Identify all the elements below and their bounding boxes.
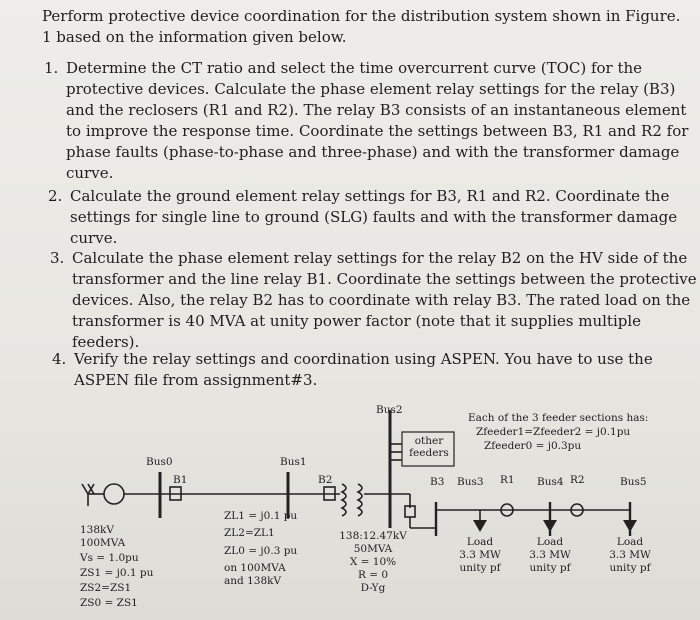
bus3-label: Bus3 <box>457 476 484 488</box>
source-rating-line3: Vs = 1.0pu <box>80 552 139 564</box>
question-3 <box>50 248 697 353</box>
load2-line2: 3.3 MW <box>529 549 571 561</box>
bus2-label: Bus2 <box>376 404 403 416</box>
source-rating-line2: 100MVA <box>80 537 126 549</box>
load1-line1: Load <box>466 536 494 548</box>
transformer-rating-line5: D-Yg <box>360 582 386 594</box>
question-number: 1. <box>44 59 59 77</box>
bus0-label: Bus0 <box>146 456 173 468</box>
feeder-note-line3: Zfeeder0 = j0.3pu <box>484 440 582 452</box>
load-arrow-icon <box>473 520 487 532</box>
load2-line3: unity pf <box>529 562 571 574</box>
load1-line2: 3.3 MW <box>459 549 501 561</box>
intro-text: Perform protective device coordination for the distribution system shown in Figure. 1 based on the information given below. <box>42 7 681 46</box>
generator-icon <box>82 484 104 506</box>
breaker-b1-label: B1 <box>173 474 188 486</box>
question-text: Calculate the phase element relay settings for the relay B2 on the HV side of the transformer and the line relay B1. Coordinate the settings between the protective devices. Also, the relay B2 has to coordinate with relay B3. The rated load on the transformer is 40 MVA at unity power factor (note that it supplies multiple feeders). <box>72 249 697 351</box>
load3-line3: unity pf <box>609 562 651 574</box>
bus1-label: Bus1 <box>280 456 307 468</box>
question-number: 2. <box>48 187 63 205</box>
line-impedance-line1: ZL1 = j0.1 pu <box>224 510 298 522</box>
question-1 <box>44 58 691 184</box>
other-feeders-line1: other <box>414 435 444 447</box>
source-rating-line4: ZS1 = j0.1 pu <box>80 567 154 579</box>
transformer-rating-line4: R = 0 <box>357 569 389 581</box>
bus4-label: Bus4 <box>537 476 564 488</box>
load1-line3: unity pf <box>459 562 501 574</box>
question-text: Verify the relay settings and coordination using ASPEN. You have to use the ASPEN file from assignment#3. <box>74 350 653 389</box>
question-4 <box>52 349 699 391</box>
feeder-note-line2: Zfeeder1=Zfeeder2 = j0.1pu <box>476 426 631 438</box>
question-number: 4. <box>52 350 67 368</box>
line-impedance-line5: and 138kV <box>224 575 282 587</box>
load3-line1: Load <box>616 536 644 548</box>
load2-line1: Load <box>536 536 564 548</box>
recloser-r1-label: R1 <box>500 474 515 486</box>
transformer-rating-line1: 138:12.47kV <box>339 530 407 542</box>
breaker-b3-label: B3 <box>430 476 445 488</box>
feeder-note-line1: Each of the 3 feeder sections has: <box>468 412 649 424</box>
one-line-diagram <box>60 404 700 620</box>
transformer-rating-line2: 50MVA <box>353 543 393 555</box>
question-text: Calculate the ground element relay settings for B3, R1 and R2. Coordinate the settings for single line to ground (SLG) faults and with the transformer damage curve. <box>70 187 678 247</box>
source-circle <box>104 484 124 504</box>
source-rating-line1: 138kV <box>80 524 114 536</box>
load3-line2: 3.3 MW <box>609 549 651 561</box>
transformer-primary <box>342 484 346 516</box>
line-impedance-line4: on 100MVA <box>224 562 286 574</box>
line-impedance-line2: ZL2=ZL1 <box>224 527 275 539</box>
transformer-secondary <box>358 484 362 516</box>
breaker-b2-label: B2 <box>318 474 333 486</box>
other-feeders-line2: feeders <box>409 447 449 459</box>
load-arrow-icon <box>543 520 557 532</box>
question-number: 3. <box>50 249 65 267</box>
load-arrow-icon <box>623 520 637 532</box>
line-impedance-line3: ZL0 = j0.3 pu <box>224 545 298 557</box>
recloser-r2-label: R2 <box>570 474 585 486</box>
transformer-rating-line3: X = 10% <box>349 556 397 568</box>
bus5-label: Bus5 <box>620 476 647 488</box>
source-rating-line6: ZS0 = ZS1 <box>80 597 138 609</box>
question-2 <box>48 186 695 249</box>
source-rating-line5: ZS2=ZS1 <box>80 582 132 594</box>
question-text: Determine the CT ratio and select the time overcurrent curve (TOC) for the protective devices. Calculate the phase element relay settings for the relay (B3) and the reclosers (R1 and R2). The relay B3 consists of an instantaneous element to improve the response time. Coordinate the settings between B3, R1 and R2 for phase faults (phase-to-phase and three-phase) and with the transformer damage curve. <box>66 59 689 182</box>
